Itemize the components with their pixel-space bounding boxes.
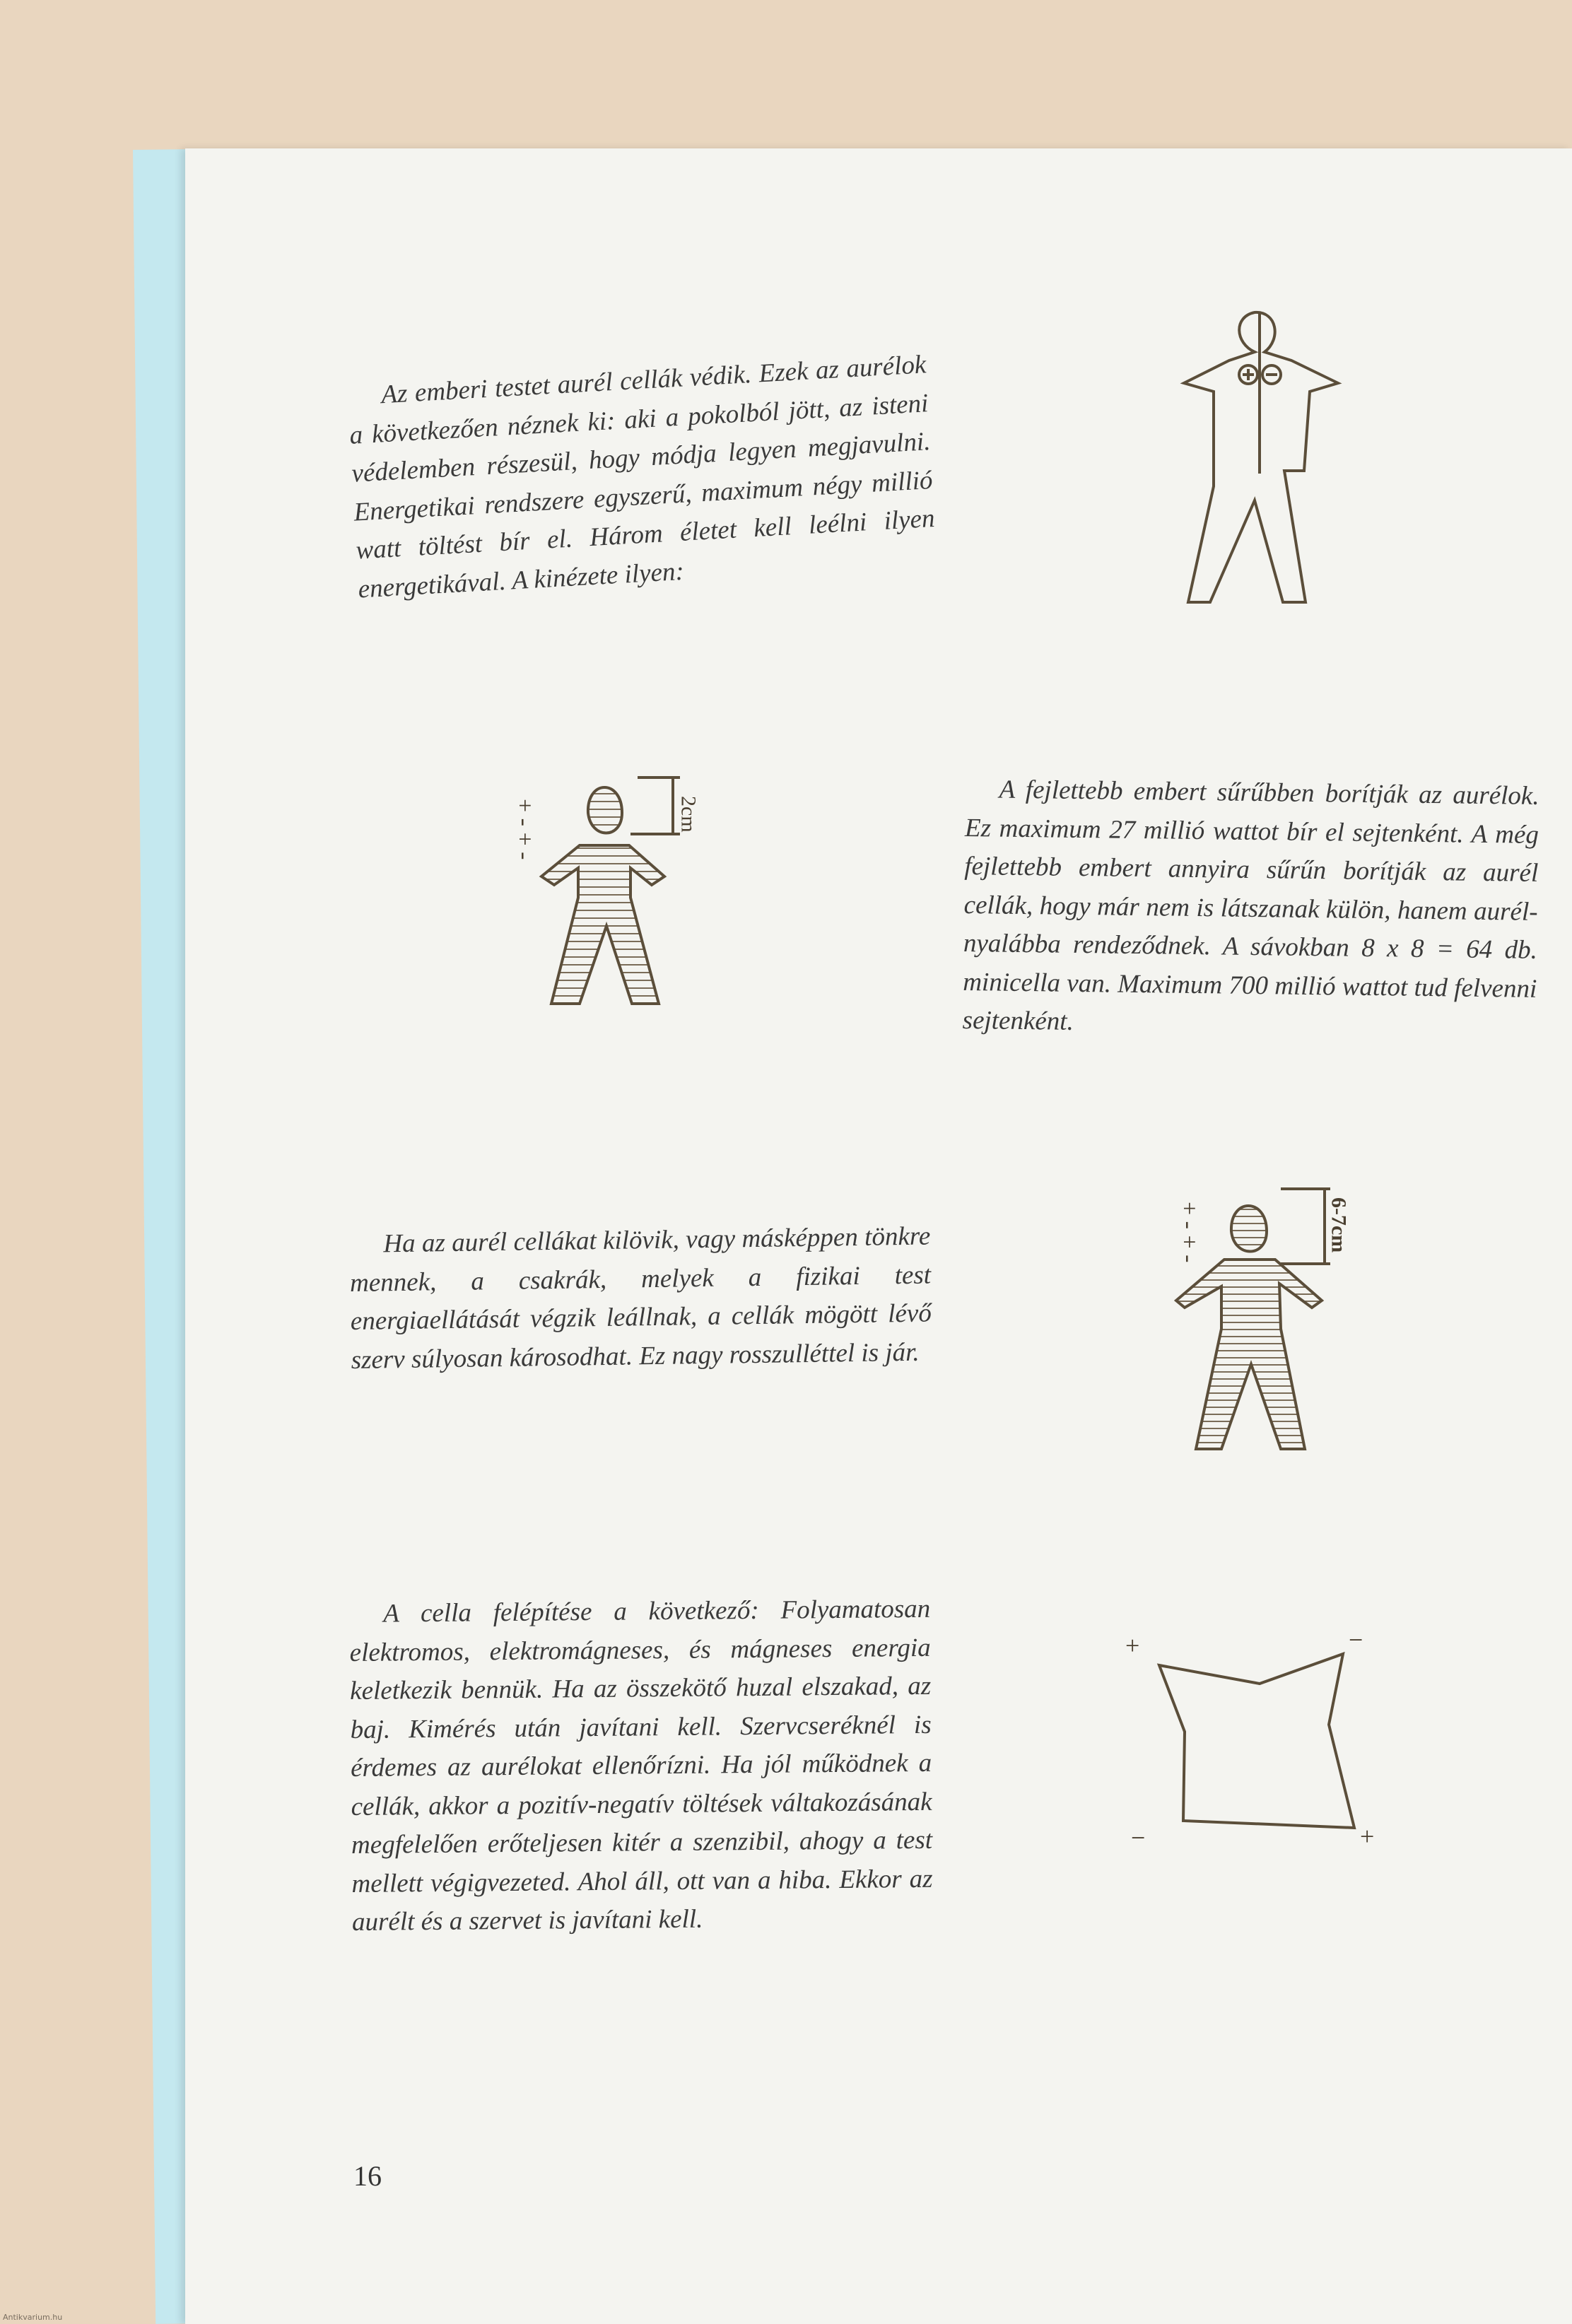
- corner-label-bottom-left: −: [1131, 1824, 1146, 1852]
- figure-dense-aurel: [1161, 1180, 1380, 1484]
- corner-label-bottom-right: +: [1360, 1822, 1375, 1850]
- corner-label-top-left: +: [1125, 1631, 1140, 1660]
- figure-cell-structure: [1125, 1626, 1422, 1880]
- polarity-label: + - + -: [1175, 1202, 1202, 1263]
- figure-simple-aurel: [1171, 311, 1397, 608]
- paragraph-aurel-cells: Az emberi testet aurél cellák védik. Ezek az aurélok a következően néznek ki: aki a pokolból jött, az isteni védelemben részesül, hogy módja legyen megjavulni. Energetikai rendszere egyszerű, maximum négy millió watt töltést bír el. Három életet kell leélni ilyen energetikával. A kinézete ilyen:: [348, 350, 936, 604]
- corner-label-top-right: −: [1349, 1626, 1363, 1654]
- paragraph-cell-structure: A cella felépítése a következő: Folyamatosan elektromos, elektromágneses, és mágneses energia keletkezik bennük. Ha az összekötő huzal elszakad, az baj. Kimérés után javítani kell. Szervcseréknél is érdemes az aurélokat ellenőrízni. Ha jól működnek a cellák, akkor a pozitív-negatív töltések váltakozásának megfelelően erőteljesen kitér a szenzibil, ahogy a test mellett végigvezeted. Ahol áll, ott van a hiba. Ekkor az aurélt és a szervet is javítani kell.: [349, 1594, 933, 1937]
- figure-banded-aurel: [511, 770, 737, 1074]
- page-number: 16: [353, 2160, 382, 2192]
- watermark: Antikvarium.hu: [3, 2313, 63, 2322]
- cell-outline: [1159, 1654, 1354, 1828]
- polarity-label: + - + -: [511, 799, 538, 860]
- measurement-label: 2cm: [676, 796, 700, 833]
- paragraph-cell-damage: Ha az aurél cellákat kilövik, vagy másképpen tönkre mennek, a csakrák, melyek a fizikai test energiaellátását végzik leállnak, a cellák mögött lévő szerv súlyosan károsodhat. Ez nagy rosszulléttel is jár.: [349, 1221, 932, 1375]
- book-page: [185, 148, 1572, 2324]
- measurement-label: 6-7cm: [1327, 1197, 1351, 1253]
- paragraph-developed-human: A fejlettebb embert sűrűbben borítják az aurélok. Ez maximum 27 millió wattot bír el sejtenként. A még fejlettebb embert annyira sűrűn borítják az aurél cellák, hogy már nem is látszanak külön, hanem aurél-nyalábba rendeződnek. A sávokban 8 x 8 = 64 db. minicella van. Maximum 700 millió wattot tud felvenni sejtenként.: [962, 775, 1539, 1036]
